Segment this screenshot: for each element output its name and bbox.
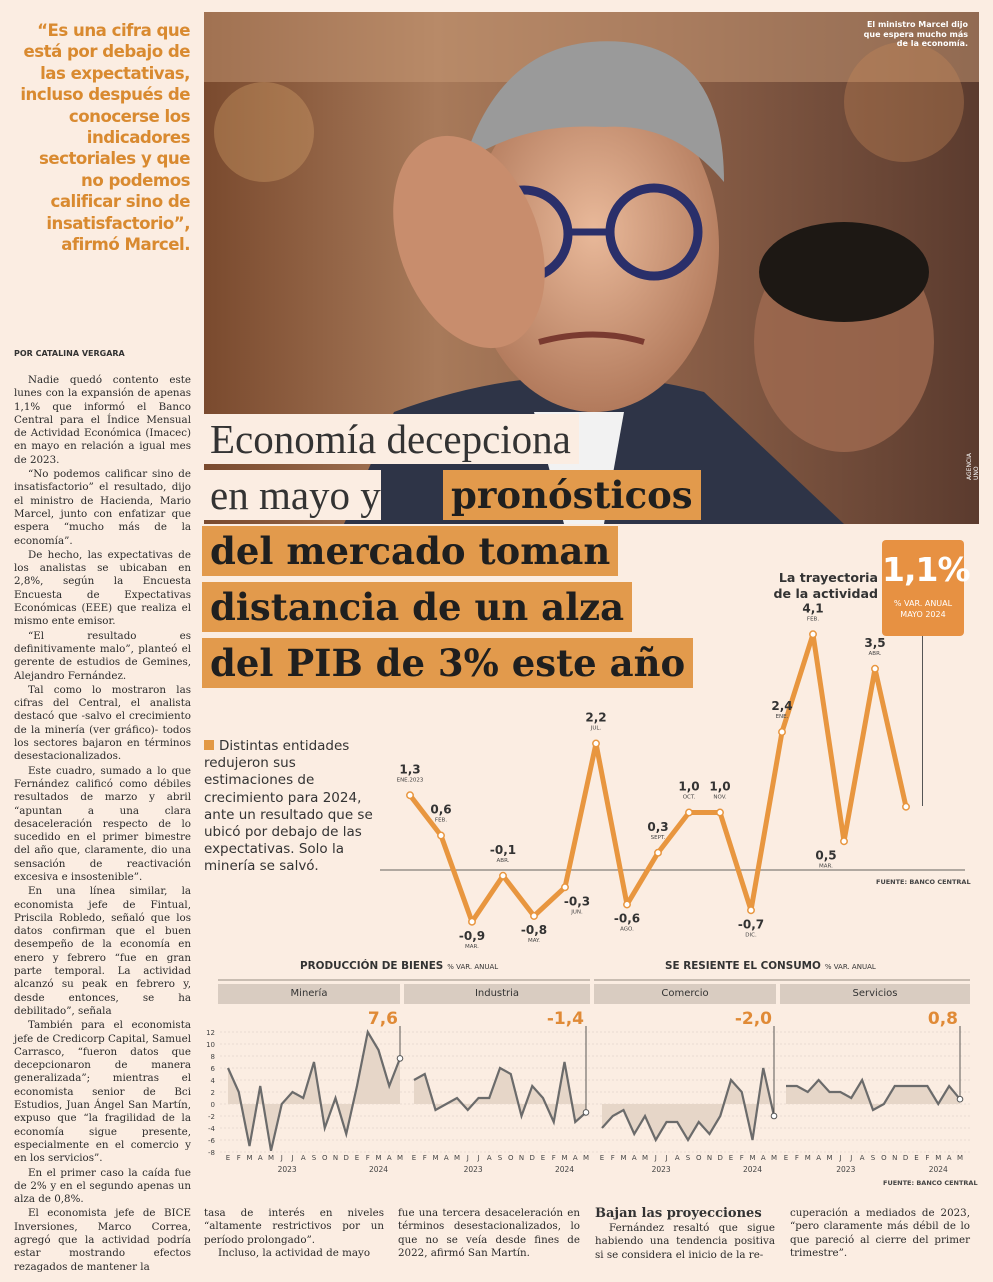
data-label: -0,9	[458, 928, 486, 943]
paragraph: El economista jefe de BICE Inversiones, Marco Correa, agregó que la actividad podría estar mostrando efectos rezagados de mantener la	[14, 1207, 191, 1273]
month-tick: J	[291, 1154, 294, 1162]
subheading: Bajan las proyecciones	[595, 1206, 762, 1221]
data-point	[407, 792, 413, 798]
data-point	[686, 809, 692, 815]
month-tick: E	[783, 1154, 789, 1162]
data-label: 0,5	[815, 848, 837, 863]
month-tick: M	[935, 1154, 942, 1162]
byline: POR CATALINA VERGARA	[14, 349, 125, 358]
consumption-rule	[594, 979, 970, 981]
y-tick-label: 12	[206, 1029, 215, 1037]
month-tick: A	[631, 1154, 637, 1162]
month-tick: M	[432, 1154, 439, 1162]
tab-comercio: Comercio	[594, 984, 776, 1004]
month-tick: A	[760, 1154, 766, 1162]
month-tick: M	[267, 1154, 275, 1162]
paragraph: De hecho, las expectativas de los analistas se ubicaban en 2,8%, según la Encuesta Encuesta de Expectativas Económicas (EEE) que realiza el mismo ente emisor.	[14, 548, 191, 628]
month-label: ABR.	[496, 857, 510, 864]
month-tick: O	[321, 1154, 328, 1162]
month-tick: M	[453, 1154, 461, 1162]
year-label: 2024	[554, 1165, 575, 1174]
y-tick-label: 8	[210, 1053, 215, 1061]
month-tick: A	[859, 1154, 865, 1162]
month-tick: E	[728, 1154, 734, 1162]
bullet-square-icon	[204, 740, 214, 750]
month-tick: A	[816, 1154, 822, 1162]
headline-line-2a: en mayo y	[202, 470, 381, 520]
month-tick: N	[518, 1154, 525, 1162]
article-column-4	[595, 1222, 775, 1262]
data-label: 2,2	[585, 710, 607, 725]
article-column-5	[790, 1207, 970, 1261]
month-tick: F	[794, 1154, 799, 1162]
paragraph: Fernández resaltó que sigue habiendo una tendencia positiva si se considera el inicio de la re-	[595, 1222, 775, 1261]
last-point	[397, 1056, 403, 1062]
sector-area	[228, 1032, 400, 1151]
article-column-1	[14, 374, 191, 1275]
month-tick: A	[572, 1154, 578, 1162]
month-tick: N	[332, 1154, 339, 1162]
month-tick: E	[599, 1154, 605, 1162]
data-point	[779, 729, 785, 735]
tab-servicios: Servicios	[780, 984, 970, 1004]
month-label: MAY.	[527, 938, 541, 944]
month-label: ENE.2023	[396, 777, 424, 784]
y-tick-label: -6	[208, 1137, 215, 1145]
data-label: -0,1	[489, 842, 517, 857]
y-tick-label: 10	[206, 1041, 215, 1049]
data-point	[717, 809, 723, 815]
month-tick: A	[443, 1154, 449, 1162]
paragraph: En el primer caso la caída fue de 2% y en el segundo apenas un alza de 0,8%.	[14, 1166, 191, 1206]
month-tick: A	[486, 1154, 492, 1162]
y-tick-label: 2	[210, 1089, 215, 1097]
month-tick: F	[365, 1154, 370, 1162]
last-value-label: 0,8	[927, 1009, 958, 1029]
month-tick: M	[956, 1154, 964, 1162]
headline-line-5: del PIB de 3% este año	[202, 638, 693, 688]
month-tick: O	[881, 1154, 887, 1162]
month-tick: J	[280, 1154, 283, 1162]
headline-line-3: del mercado toman	[202, 526, 618, 576]
paragraph: fue una tercera desaceleración en términos desestacionalizados, lo que no se veía desde fines de 2022, afirmó San Martín.	[398, 1207, 580, 1260]
month-tick: M	[641, 1154, 649, 1162]
data-point	[841, 838, 847, 844]
data-point	[500, 873, 506, 879]
month-tick: F	[925, 1154, 930, 1162]
headline-line-1: Economía decepciona	[202, 414, 579, 464]
month-tick: A	[674, 1154, 680, 1162]
year-label: 2023	[463, 1165, 483, 1174]
year-label: 2023	[836, 1165, 856, 1174]
paragraph: tasa de interés en niveles “altamente restrictivos por un período prolongado”.	[204, 1207, 384, 1246]
data-point	[593, 740, 599, 746]
paragraph: “El resultado es definitivamente malo”, planteó el gerente de estudios de Gemines, Alejandro Fernández.	[14, 629, 191, 682]
month-tick: M	[770, 1154, 778, 1162]
month-tick: N	[892, 1154, 898, 1162]
month-tick: M	[826, 1154, 833, 1162]
chart-source: FUENTE: BANCO CENTRAL	[876, 878, 971, 886]
data-label: 1,0	[678, 779, 700, 794]
month-label: DIC.	[745, 932, 757, 939]
month-tick: S	[685, 1154, 691, 1162]
month-label: MAR.	[465, 943, 479, 950]
y-tick-label: 4	[210, 1077, 215, 1085]
y-tick-label: -2	[208, 1113, 215, 1121]
production-rule	[218, 979, 590, 981]
month-label: ENE.	[775, 714, 789, 720]
year-label: 2024	[368, 1165, 389, 1174]
dek-text: Distintas entidades redujeron sus estimaciones de crecimiento para 2024, ante un resultado que se ubicó por debajo de las expectativas. Solo la minería se salvó.	[204, 738, 373, 875]
year-label: 2024	[742, 1165, 763, 1174]
sector-charts	[200, 1008, 980, 1190]
consumption-header	[665, 960, 876, 972]
data-label: 4,1	[802, 601, 824, 616]
sector-area	[602, 1068, 774, 1140]
month-tick: D	[717, 1154, 723, 1162]
month-label: JUL.	[590, 725, 602, 732]
last-point	[771, 1113, 777, 1119]
y-tick-label: -8	[208, 1149, 215, 1157]
production-unit: % VAR. ANUAL	[447, 963, 499, 971]
month-tick: A	[257, 1154, 263, 1162]
month-tick: S	[497, 1154, 503, 1162]
year-label: 2024	[928, 1165, 948, 1174]
month-label: AGO.	[620, 926, 634, 933]
month-label: SEPT.	[650, 834, 666, 841]
paragraph: También para el economista jefe de Credicorp Capital, Samuel Carrasco, “fueron datos que decepcionaron de manera generalizada”; mientras el economista senior de Bci Estudios, Juan Ángel San Martín, expuso que “la fragilidad de la economía sigue presente, especialmente en el comercio y en los servicios”.	[14, 1019, 191, 1165]
data-point	[810, 631, 816, 637]
data-label: 2,4	[771, 699, 793, 713]
article-column-2	[204, 1207, 384, 1261]
big-value-unit: % VAR. ANUAL	[893, 599, 953, 608]
last-value-label: -1,4	[546, 1009, 584, 1029]
data-label: -0,7	[737, 917, 765, 932]
month-label: ABR.	[868, 650, 882, 657]
month-tick: O	[507, 1154, 514, 1162]
paragraph: En una línea similar, la economista jefe de Fintual, Priscila Robledo, señaló que los datos confirman que el buen desempeño de la economía en enero y febrero “fue en gran parte temporal. La actividad alcanzó su peak en febrero y, desde entonces, se ha debilitado”, señala	[14, 885, 191, 1017]
y-tick-label: 6	[210, 1065, 215, 1073]
data-point	[872, 666, 878, 672]
production-header	[300, 960, 498, 972]
month-tick: S	[311, 1154, 317, 1162]
month-tick: J	[654, 1154, 657, 1162]
month-tick: E	[411, 1154, 417, 1162]
paragraph: Este cuadro, sumado a lo que Fernández calificó como débiles resultados de marzo y abril “apuntan a una clara desaceleración respecto de lo sucedido en el primer bimestre del año que, claramente, dio una sensación de reactivación excesiva e insostenible”.	[14, 764, 191, 883]
month-tick: D	[902, 1154, 909, 1162]
month-tick: M	[561, 1154, 568, 1162]
paragraph: Incluso, la actividad de mayo	[218, 1247, 371, 1260]
data-point	[562, 884, 568, 890]
month-tick: J	[477, 1154, 480, 1162]
month-label: OCT.	[682, 794, 696, 801]
data-label: 1,3	[399, 762, 421, 777]
year-label: 2023	[651, 1165, 671, 1174]
pull-quote: “Es una cifra que está por debajo de las expectativas, incluso después de conocerse los indicadores sectoriales y que no podemos calificar sino de insatisfactorio”, afirmó Marcel.	[20, 21, 190, 255]
month-tick: F	[739, 1154, 744, 1162]
last-point	[583, 1110, 589, 1116]
month-tick: M	[582, 1154, 590, 1162]
data-label: 3,5	[864, 635, 886, 650]
last-value-label: -2,0	[734, 1009, 772, 1029]
production-title: PRODUCCIÓN DE BIENES	[300, 960, 444, 972]
photo-caption: El ministro Marcel dijo que espera mucho más de la economía.	[863, 20, 968, 48]
tab-mineria: Minería	[218, 984, 400, 1004]
headline-line-2b: pronósticos	[443, 470, 701, 520]
month-tick: D	[343, 1154, 349, 1162]
data-label: 0,3	[647, 819, 669, 834]
month-label: FEB.	[806, 616, 820, 623]
month-tick: F	[551, 1154, 556, 1162]
sector-source: FUENTE: BANCO CENTRAL	[883, 1179, 978, 1187]
month-tick: F	[422, 1154, 427, 1162]
data-point	[531, 913, 537, 919]
month-tick: A	[946, 1154, 952, 1162]
article-column-3	[398, 1207, 580, 1261]
month-tick: M	[246, 1154, 253, 1162]
data-label: 0,6	[430, 802, 452, 817]
data-point	[624, 901, 630, 907]
headline-line-4: distancia de un alza	[202, 582, 632, 632]
month-label: MAR.	[819, 863, 833, 870]
big-value: 1,1%	[882, 550, 970, 589]
consumption-unit: % VAR. ANUAL	[824, 963, 876, 971]
month-tick: D	[529, 1154, 535, 1162]
last-point	[957, 1096, 963, 1102]
month-tick: N	[706, 1154, 713, 1162]
month-label: JUN.	[571, 909, 583, 916]
photo-credit: AGENCIA UNO	[966, 453, 980, 480]
month-tick: J	[665, 1154, 668, 1162]
paragraph: Tal como lo mostraron las cifras del Central, el analista destacó que -salvo el crecimiento de la minería (ver gráfico)- todos los sectores bajaron en términos desestacionalizados.	[14, 683, 191, 763]
data-label: 1,0	[709, 779, 731, 794]
month-tick: M	[375, 1154, 382, 1162]
data-label: -0,6	[613, 911, 641, 926]
big-value-period: MAYO 2024	[900, 610, 946, 619]
paragraph: cuperación a mediados de 2023, “pero claramente más débil de lo que pareció al cierre del primer trimestre”.	[790, 1207, 970, 1260]
month-label: FEB.	[434, 817, 448, 824]
paragraph: Nadie quedó contento este lunes con la expansión de apenas 1,1% que informó el Banco Central para el Índice Mensual de Actividad Económica (Imacec) en mayo en relación a igual mes de 2023.	[14, 374, 191, 466]
y-tick-label: -4	[208, 1125, 215, 1133]
month-tick: F	[236, 1154, 241, 1162]
month-tick: A	[386, 1154, 392, 1162]
data-label: -0,8	[520, 923, 548, 937]
data-point	[438, 832, 444, 838]
data-point	[469, 919, 475, 925]
month-tick: M	[749, 1154, 756, 1162]
month-tick: M	[804, 1154, 811, 1162]
trajectory-title: La trayectoria de la actividad	[773, 570, 878, 601]
month-tick: J	[839, 1154, 842, 1162]
month-label: NOV.	[713, 794, 727, 801]
month-tick: A	[300, 1154, 306, 1162]
month-tick: O	[695, 1154, 702, 1162]
dek	[204, 738, 374, 876]
month-tick: M	[620, 1154, 627, 1162]
month-tick: J	[850, 1154, 853, 1162]
month-tick: E	[540, 1154, 546, 1162]
trajectory-line	[410, 634, 906, 922]
y-tick-label: 0	[210, 1101, 215, 1109]
month-tick: F	[610, 1154, 615, 1162]
consumption-title: SE RESIENTE EL CONSUMO	[665, 960, 821, 972]
paragraph: “No podemos calificar sino de insatisfactorio” el resultado, dijo el ministro de Hacienda, Mario Marcel, junto con enfatizar que espera “mucho más de la economía”.	[14, 468, 191, 547]
month-tick: M	[396, 1154, 404, 1162]
tab-industria: Industria	[404, 984, 590, 1004]
data-point	[748, 907, 754, 913]
month-tick: S	[870, 1154, 876, 1162]
month-tick: E	[354, 1154, 360, 1162]
data-point	[903, 804, 909, 810]
month-tick: J	[466, 1154, 469, 1162]
data-label: -0,3	[563, 894, 591, 909]
last-value-label: 7,6	[367, 1009, 398, 1029]
data-point	[655, 850, 661, 856]
month-tick: E	[914, 1154, 919, 1162]
year-label: 2023	[277, 1165, 297, 1174]
month-tick: E	[225, 1154, 231, 1162]
